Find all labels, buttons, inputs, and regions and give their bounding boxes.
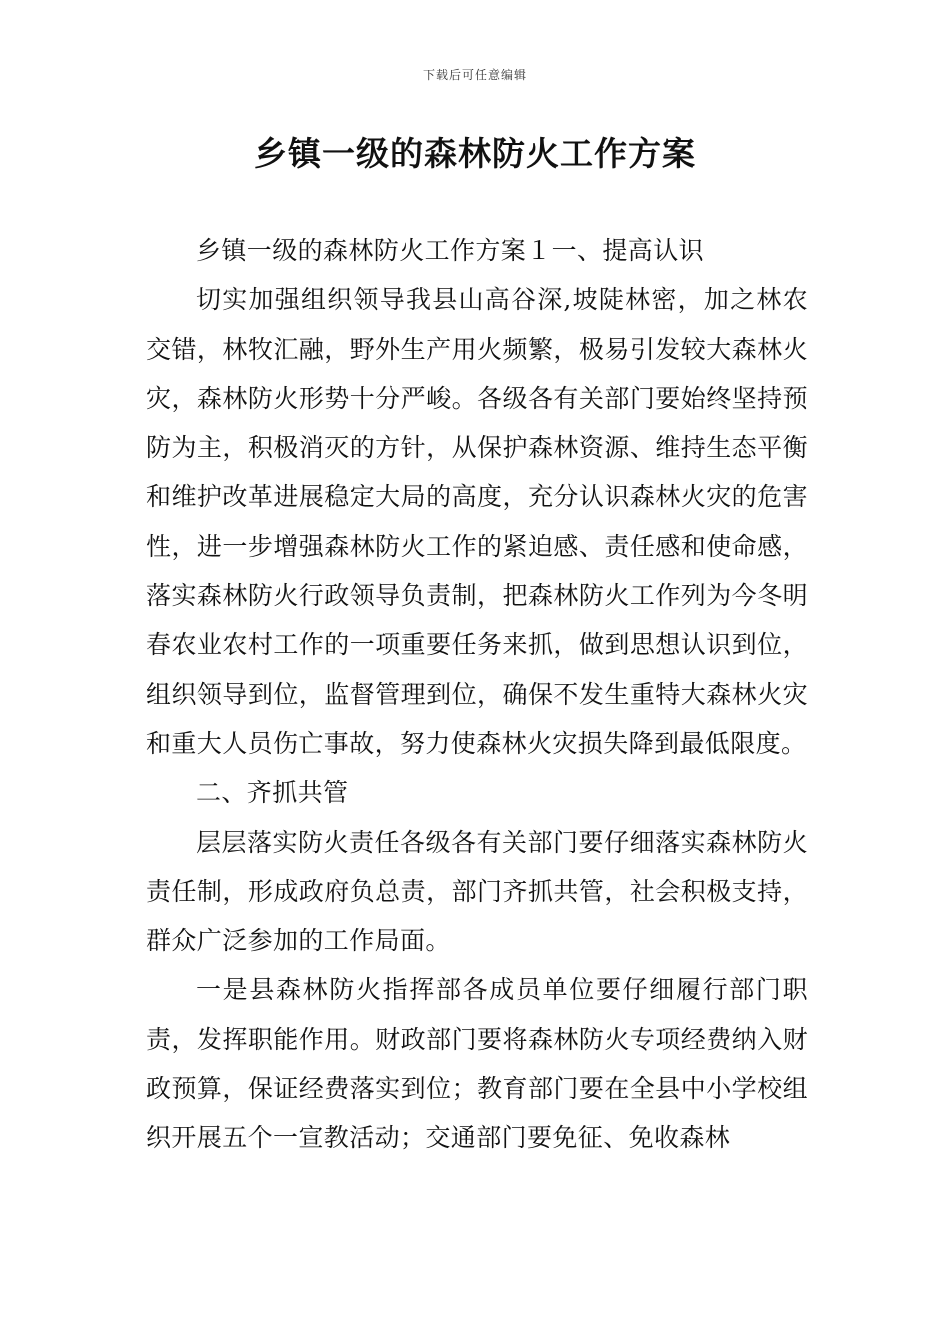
document-title: 乡镇一级的森林防火工作方案 bbox=[254, 134, 696, 173]
paragraph-section-two-heading: 二、齐抓共管 bbox=[196, 778, 349, 808]
header-note: 下载后可任意编辑 bbox=[422, 68, 527, 82]
document-body bbox=[146, 226, 808, 1163]
paragraph-responsibility: 层层落实防火责任各级各有关部门要仔细落实森林防火责任制，形成政府负总责，部门齐抓共管，社会积极支持，群众广泛参加的工作局面。 bbox=[146, 827, 808, 956]
paragraph-organization: 切实加强组织领导我县山高谷深,坡陡林密，加之林农交错，林牧汇融，野外生产用火频繁，极易引发较大森林火灾，森林防火形势十分严峻。各级各有关部门要始终坚持预防为主，积极消灭的方针，从保护森林资源、维持生态平衡和维护改革进展稳定大局的高度，充分认识森林火灾的危害性，进一步增强森林防火工作的紧迫感、责任感和使命感，落实森林防火行政领导负责制，把森林防火工作列为今冬明春农业农村工作的一项重要任务来抓，做到思想认识到位，组织领导到位，监督管理到位，确保不发生重特大森林火灾和重大人员伤亡事故，努力使森林火灾损失降到最低限度。 bbox=[146, 285, 808, 758]
paragraph-department-duties: 一是县森林防火指挥部各成员单位要仔细履行部门职责，发挥职能作用。财政部门要将森林防火专项经费纳入财政预算，保证经费落实到位；教育部门要在全县中小学校组织开展五个一宣教活动；交通部门要免征、免收森林 bbox=[146, 975, 808, 1153]
paragraph-intro-heading: 乡镇一级的森林防火工作方案１一、提高认识 bbox=[196, 236, 705, 265]
